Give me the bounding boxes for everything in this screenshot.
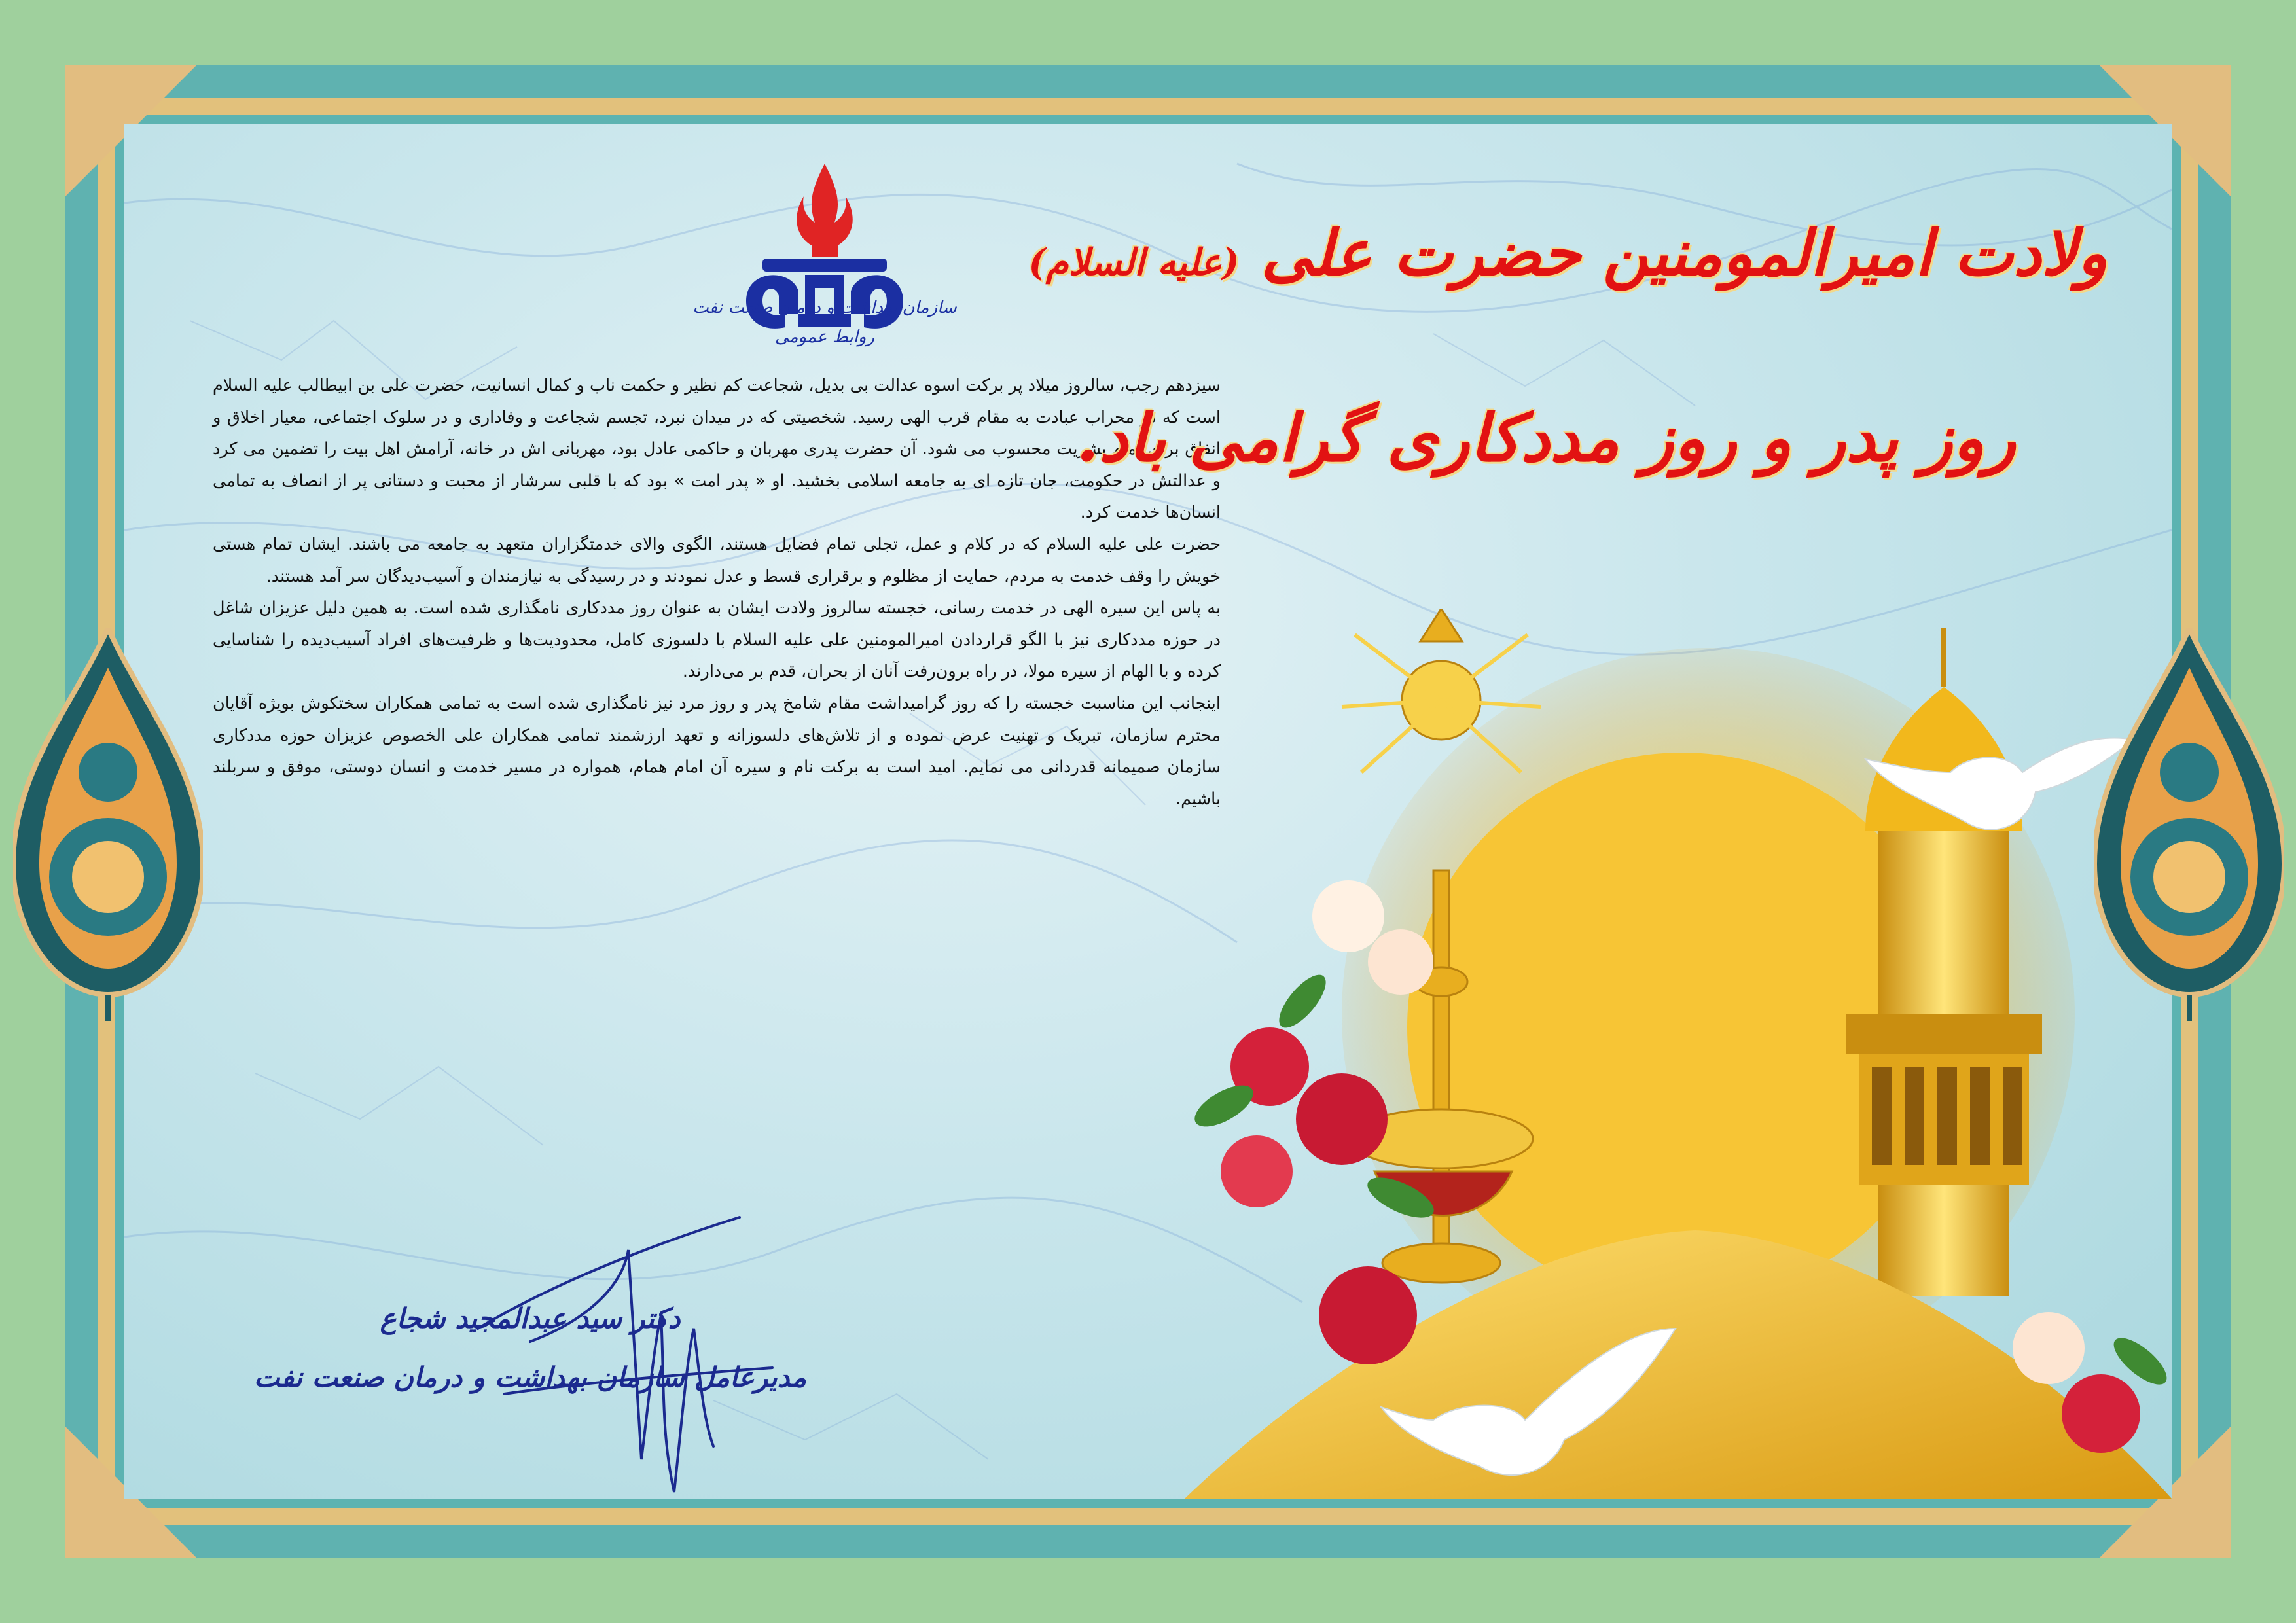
- headline-fathers-day: روز پدر و روز مددکاری گرامی باد.: [1076, 399, 2016, 476]
- signatory-title: مدیرعامل سازمان بهداشت و درمان صنعت نفت: [253, 1361, 807, 1393]
- paisley-ornament-icon: [2094, 628, 2284, 1021]
- headline-birth-main: ولادت امیرالمومنین حضرت علی: [1261, 216, 2108, 290]
- oil-industry-logo-icon: [700, 151, 949, 399]
- headline-birth-suffix: (علیه السلام): [1028, 241, 1240, 284]
- logo-org-name: سازمان بهداشت و درمان صنعت نفت: [692, 298, 957, 317]
- flame-icon: [797, 164, 853, 245]
- body-paragraph: سیزدهم رجب، سالروز میلاد پر برکت اسوه عدالت بی بدیل، شجاعت کم نظیر و حکمت ناب و کمال انسانیت، حضرت علی بن ابیطالب علیه السلام است که در محراب عبادت به مقام قرب الهی رسید. شخصیتی که در میدان نبرد، تجسم شجاعت و وفاداری و در سلوک اجتماعی، معیار اخلاق و انفاق برای تمام بشریت محسوب می شود. آن حضرت پدری مهربان و حاکمی عادل بود، مهربانی اش در خانه، آرامش اهل بیت را تضمین می کرد و عدالتش در حکومت، جان تازه ای به جامعه اسلامی بخشید. او « پدر امت » بود که با قلبی سرشار از محبت و دستانی پر از انصاف به تمامی انسان‌ها خدمت کرد.: [213, 376, 1221, 523]
- signature-scribble-icon: [465, 1211, 779, 1499]
- body-paragraph: اینجانب این مناسبت خجسته را که روز گرامیداشت مقام شامخ پدر و روز مرد نیز نامگذاری شده است به تمامی همکاران سختکوش بویژه آقایان محترم سازمان، تبریک و تهنیت عرض نموده و از تلاش‌های دلسوزانه و تعهد ارزشمند تمامی همکاران علی الخصوص عزیزان حوزه مددکاری سازمان صمیمانه قدردانی می نمایم. امید است به برکت نام و سیره آن امام همام، همواره در مسیر خدمت و انسان دوستی، موفق و سربلند باشیم.: [213, 693, 1221, 809]
- logo-department: روابط عمومی: [774, 327, 875, 347]
- marble-panel: [124, 124, 2172, 1499]
- body-paragraph: حضرت علی علیه السلام که در کلام و عمل، تجلی تمام فضایل هستند، الگوی والای خدمتگزاران متعهد به جامعه می باشند. ایشان تمام هستی خویش را وقف خدمت به مردم، حمایت از مظلوم و برقراری قسط و عدل نمودند و در رسیدگی به نیازمندان و آسیب‌دیدگان سر آمد هستند.: [213, 534, 1221, 586]
- body-paragraph: به پاس این سیره الهی در خدمت رسانی، خجسته سالروز ولادت ایشان به عنوان روز مددکاری نامگذاری شده است. به همین دلیل عزیزان شاغل در حوزه مددکاری نیز با الگو قراردادن امیرالمومنین علی علیه السلام با دلسوزی کامل، محدودیت‌ها و ظرفیت‌های افراد آسیب‌دیده را شناسایی کرده و با الهام از سیره مولا، در راه برون‌رفت آنان از بحران، قدم بر می‌دارند.: [213, 598, 1221, 682]
- signatory-name: دکتر سید عبدالمجید شجاع: [380, 1302, 681, 1334]
- shrine-illustration: [1185, 609, 2172, 1499]
- headline-birth: [1028, 216, 2108, 290]
- paisley-ornament-icon: [13, 628, 203, 1021]
- message-body: [213, 370, 1221, 815]
